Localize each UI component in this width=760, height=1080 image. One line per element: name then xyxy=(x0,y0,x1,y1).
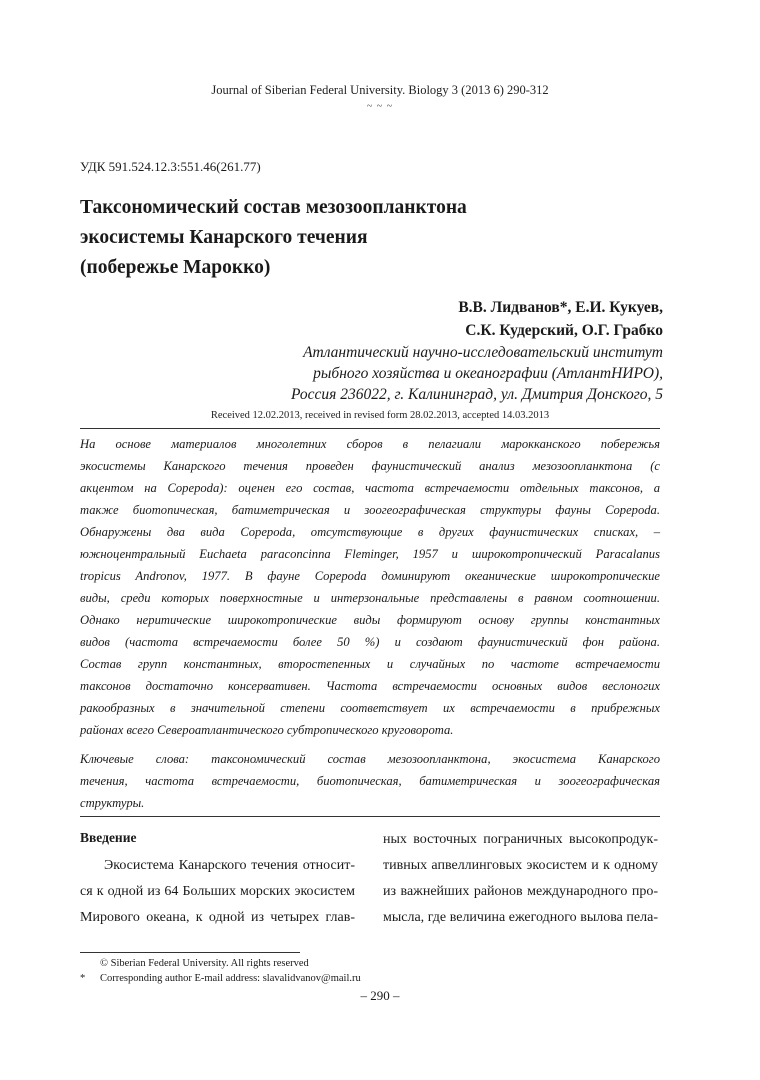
title-line: экосистемы Канарского течения xyxy=(80,227,368,248)
affiliation-line: рыбного хозяйства и океанографии (АтлантНИРО), xyxy=(313,365,663,382)
udk-code: УДК 591.524.12.3:551.46(261.77) xyxy=(80,159,261,174)
affiliation xyxy=(291,342,663,405)
footnote-mark: * xyxy=(80,973,86,984)
abstract-line: tropicus Andronov, 1977. В фауне Copepoda доминируют океанические широкотропические xyxy=(80,569,660,583)
keywords xyxy=(80,748,660,814)
footnote-mark xyxy=(80,956,100,971)
intro-left-column xyxy=(80,853,355,931)
intro-line: Мирового океана, к одной из четырех глав- xyxy=(80,910,355,925)
keywords-line: структуры. xyxy=(80,796,145,810)
abstract xyxy=(80,433,660,741)
intro-line: тивных апвеллинговых экосистем и к одному xyxy=(383,858,658,873)
abstract-line: видов (частота встречаемости более 50 %) и создают фаунистический фон района. xyxy=(80,635,660,649)
abstract-line: районах всего Североатлантического субтропического круговорота. xyxy=(80,723,454,737)
received-dates: Received 12.02.2013, received in revised form 28.02.2013, accepted 14.03.2013 xyxy=(210,410,550,421)
journal-header: Journal of Siberian Federal University. Biology 3 (2013 6) 290-312 xyxy=(211,83,549,97)
intro-line: из важнейших районов международного про- xyxy=(383,884,658,899)
abstract-line: Однако неритические широкотропические виды формируют основу группы константных xyxy=(80,613,660,627)
keywords-line: Ключевые слова: таксономический состав мезозоопланктона, экосистема Канарского xyxy=(80,752,660,766)
footnote-copyright xyxy=(80,956,361,971)
footnote-corresponding-author xyxy=(80,971,361,986)
header-ornament: ~ ~ ~ xyxy=(366,101,394,112)
affiliation-line: Атлантический научно-исследовательский институт xyxy=(303,344,663,361)
intro-line: ся к одной из 64 Больших морских экосистем xyxy=(80,884,355,899)
article-title xyxy=(80,193,640,283)
footnote-rule xyxy=(80,952,300,953)
abstract-line: На основе материалов многолетних сборов в пелагиали марокканского побережья xyxy=(80,437,660,451)
abstract-line: Обнаружены два вида Copepoda, отсутствующие в других фаунистических списках, – xyxy=(80,525,660,539)
abstract-line: виды, среди которых поверхностные и интерзональные представлены в равном соотношении. xyxy=(80,591,660,605)
intro-line: Экосистема Канарского течения относит- xyxy=(104,858,355,873)
abstract-line: также биотопическая, батиметрическая и зоогеографическая структуры фауны Copepoda. xyxy=(80,503,660,517)
affiliation-line: Россия 236022, г. Калининград, ул. Дмитрия Донского, 5 xyxy=(290,386,663,403)
intro-line: ных восточных пограничных высокопродук- xyxy=(383,832,658,847)
section-heading-introduction: Введение xyxy=(80,830,137,845)
keywords-line: течения, частота встречаемости, биотопическая, батиметрическая и зоогеографическая xyxy=(80,774,660,788)
abstract-line: экосистемы Канарского течения проведен фаунистический анализ мезозоопланктона (с xyxy=(80,459,660,473)
abstract-line: таксонов достаточно консервативен. Частота встречаемости основных видов веслоногих xyxy=(80,679,660,693)
abstract-line: южноцентральный Euchaeta paraconcinna Fleminger, 1957 и широкотропический Paracalanus xyxy=(80,547,660,561)
intro-right-column xyxy=(383,827,658,931)
abstract-line: ракообразных в значительной степени соответствует их встречаемости в прибрежных xyxy=(80,701,660,715)
authors xyxy=(458,296,663,342)
abstract-top-rule xyxy=(80,428,660,429)
keywords-bottom-rule xyxy=(80,816,660,817)
title-line: (побережье Марокко) xyxy=(80,257,271,278)
authors-line: С.К. Кудерский, О.Г. Грабко xyxy=(465,322,663,339)
footnote-text: © Siberian Federal University. All rights reserved xyxy=(100,958,309,969)
page-number: – 290 – xyxy=(360,988,400,1003)
abstract-line: акцентом на Copepoda): оценен его состав, частота встречаемости отдельных таксонов, а xyxy=(80,481,660,495)
footnote-text: Corresponding author E-mail address: slavalidvanov@mail.ru xyxy=(100,973,361,984)
abstract-line: Состав групп константных, второстепенных и случайных по частоте встречаемости xyxy=(80,657,660,671)
footnotes xyxy=(80,956,361,986)
title-line: Таксономический состав мезозоопланктона xyxy=(80,197,467,218)
authors-line: В.В. Лидванов*, Е.И. Кукуев, xyxy=(458,299,663,316)
intro-line: мысла, где величина ежегодного вылова пела- xyxy=(383,910,658,925)
